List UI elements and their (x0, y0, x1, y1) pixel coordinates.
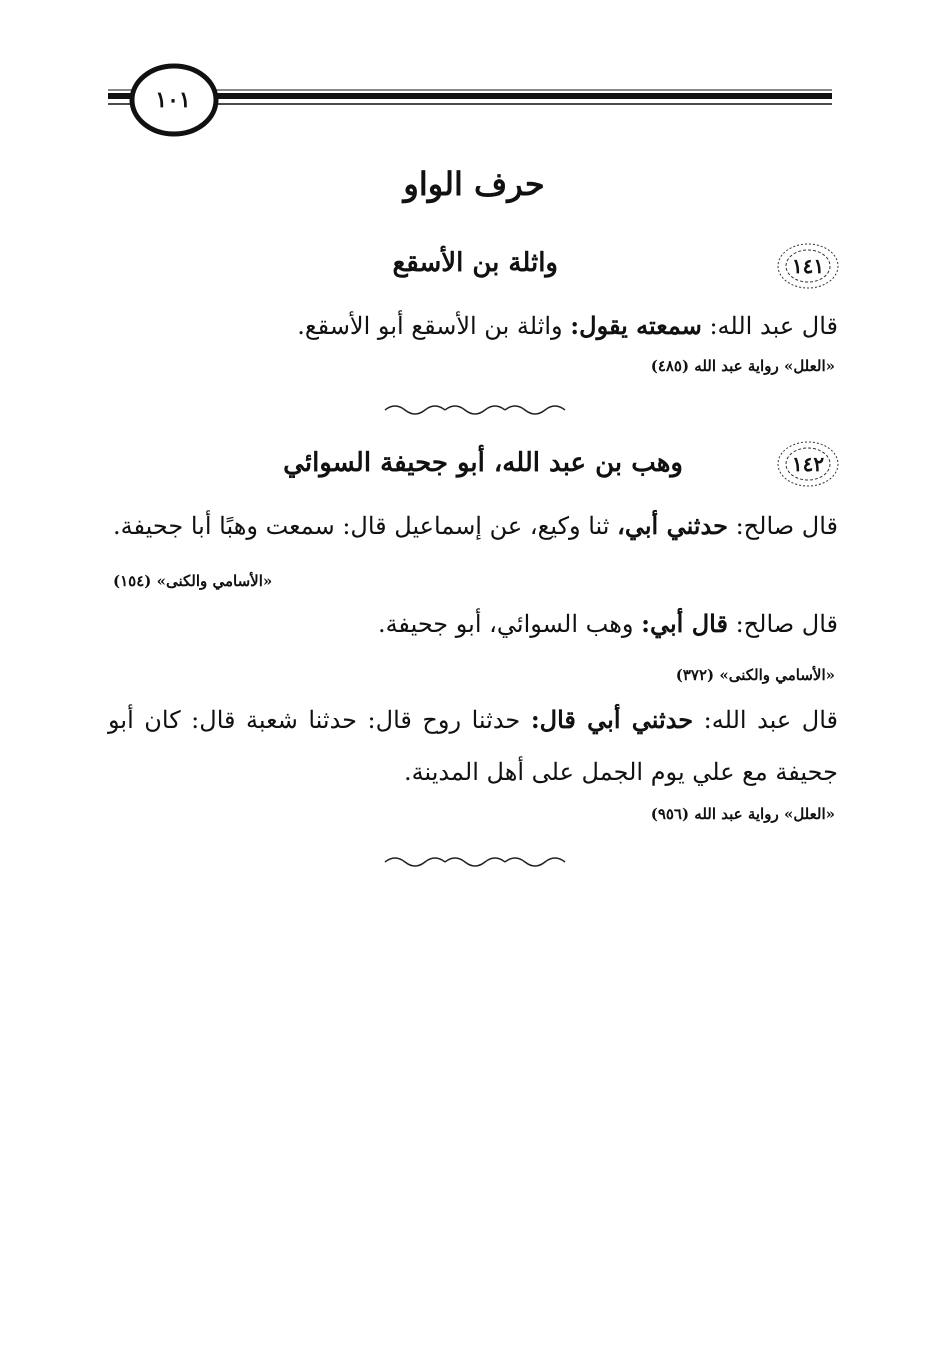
entry-title: وهب بن عبد الله، أبو جحيفة السوائي (283, 448, 683, 478)
source-citation: «الأسامي والكنى» (٣٧٢) (675, 666, 835, 684)
narration-paragraph (108, 300, 838, 352)
entry-number-badge (776, 440, 840, 488)
page-header (0, 0, 948, 140)
narration-verb: حدثني أبي قال: (530, 705, 694, 734)
source-citation: «العلل» رواية عبد الله (٩٥٦) (650, 805, 835, 823)
page-number: ١٠١ (155, 87, 191, 113)
entry-number: ١٤١ (791, 254, 825, 278)
narration-verb: قال أبي: (641, 609, 728, 638)
speaker: قال صالح: (735, 610, 838, 638)
source-citation: «الأسامي والكنى» (١٥٤) (113, 572, 273, 590)
speaker: قال عبد الله: (709, 312, 838, 340)
narration-text: واثلة بن الأسقع أبو الأسقع. (297, 312, 563, 340)
entry-number-badge (776, 242, 840, 290)
source-citation: «العلل» رواية عبد الله (٤٨٥) (650, 357, 835, 375)
narration-paragraph (108, 598, 838, 650)
entry-title: واثلة بن الأسقع (392, 248, 558, 278)
speaker: قال عبد الله: (703, 706, 838, 734)
narration-text: حدثنا روح قال: حدثنا شعبة قال: كان أبو جحيفة مع علي يوم الجمل على أهل المدينة. (108, 706, 838, 786)
chapter-title: حرف الواو (403, 165, 545, 203)
narration-text: ثنا وكيع، عن إسماعيل قال: سمعت وهبًا أبا جحيفة. (113, 512, 610, 540)
narration-text: وهب السوائي، أبو جحيفة. (377, 610, 634, 638)
narration-verb: سمعته يقول: (570, 311, 702, 340)
entry-number: ١٤٢ (791, 452, 825, 476)
narration-verb: حدثني أبي، (617, 511, 728, 540)
narration-paragraph (108, 500, 838, 552)
section-divider-ornament (380, 402, 570, 418)
section-divider-ornament (380, 854, 570, 870)
narration-paragraph (108, 694, 838, 798)
speaker: قال صالح: (735, 512, 838, 540)
